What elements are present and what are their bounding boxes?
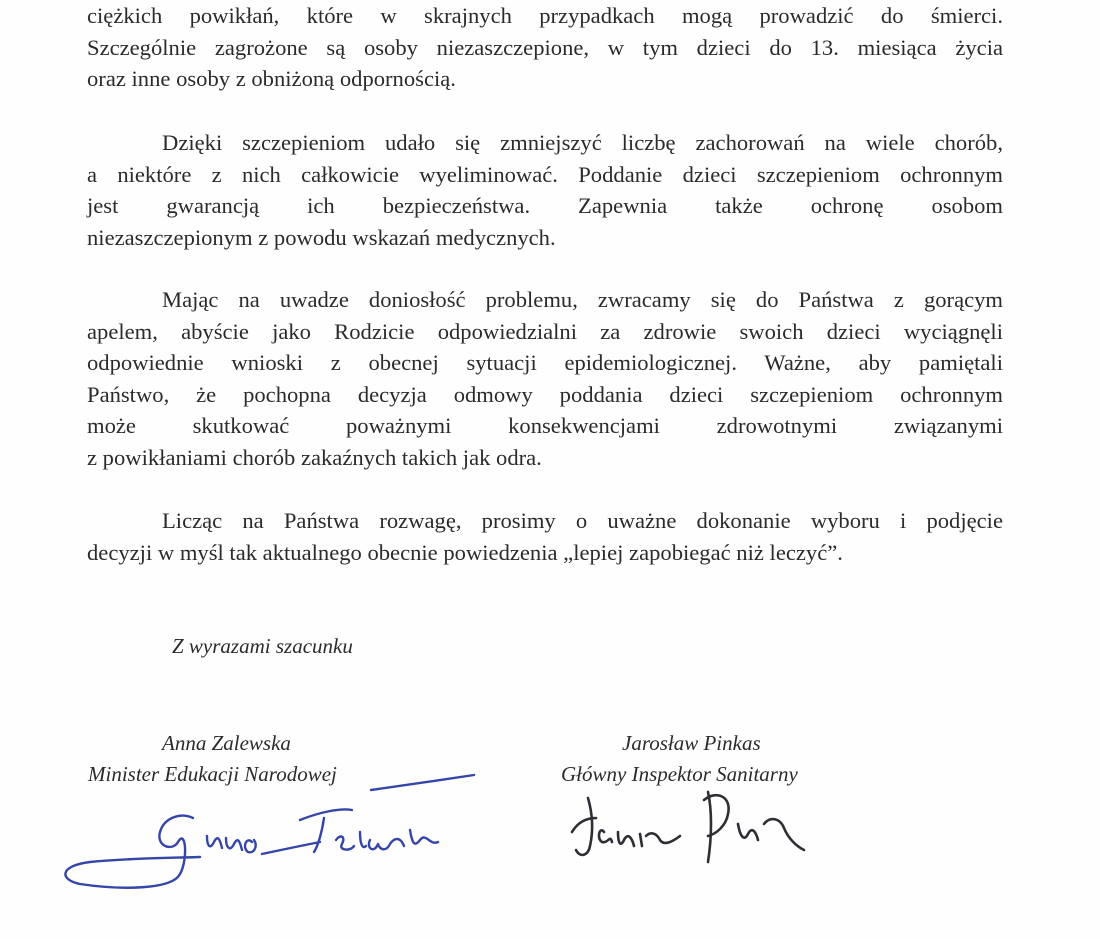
text-line: odpowiednie wnioski z obecnej sytuacji epidemiologicznej. Ważne, aby pamiętali bbox=[87, 350, 1003, 376]
signature-left-icon bbox=[65, 775, 474, 888]
signer-left bbox=[88, 728, 337, 790]
text-line: Państwo, że pochopna decyzja odmowy poddania dzieci szczepieniom ochronnym bbox=[87, 381, 1003, 407]
closing-salutation: Z wyrazami szacunku bbox=[172, 634, 353, 658]
text-line: a niektóre z nich całkowicie wyeliminować. Poddanie dzieci szczepieniom ochronnym bbox=[87, 161, 1003, 187]
text-line: oraz inne osoby z obniżoną odpornością. bbox=[87, 66, 456, 92]
text-line: może skutkować poważnymi konsekwencjami zdrowotnymi związanymi bbox=[87, 413, 1003, 439]
signer-role: Minister Edukacji Narodowej bbox=[88, 762, 337, 786]
signer-name: Anna Zalewska bbox=[162, 731, 291, 755]
signer-right bbox=[561, 728, 798, 790]
text-line: Mając na uwadze doniosłość problemu, zwracamy się do Państwa z gorącym bbox=[162, 287, 1003, 312]
signature-right-icon bbox=[572, 792, 804, 862]
text-line: Dzięki szczepieniom udało się zmniejszyć liczbę zachorowań na wiele chorób, bbox=[162, 130, 1003, 155]
text-line: Szczególnie zagrożone są osoby niezaszczepione, w tym dzieci do 13. miesiąca życia bbox=[87, 34, 1003, 60]
text-line: apelem, abyście jako Rodzicie odpowiedzialni za zdrowie swoich dzieci wyciągnęli bbox=[87, 318, 1003, 344]
text-line: niezaszczepionym z powodu wskazań medycznych. bbox=[87, 224, 556, 250]
signer-role: Główny Inspektor Sanitarny bbox=[561, 762, 798, 786]
text-line: ciężkich powikłań, które w skrajnych przypadkach mogą prowadzić do śmierci. bbox=[87, 3, 1003, 28]
text-line: decyzji w myśl tak aktualnego obecnie powiedzenia „lepiej zapobiegać niż leczyć”. bbox=[87, 539, 843, 565]
paragraph-1 bbox=[87, 0, 1003, 95]
text-line: z powikłaniami chorób zakaźnych takich jak odra. bbox=[87, 444, 542, 470]
paragraph-3 bbox=[87, 284, 1003, 474]
paragraph-2 bbox=[87, 127, 1003, 253]
paragraph-4 bbox=[87, 505, 1003, 568]
text-line: jest gwarancją ich bezpieczeństwa. Zapewnia także ochronę osobom bbox=[87, 193, 1003, 219]
signer-name: Jarosław Pinkas bbox=[622, 731, 761, 755]
text-line: Licząc na Państwa rozwagę, prosimy o uważne dokonanie wyboru i podjęcie bbox=[162, 508, 1003, 533]
